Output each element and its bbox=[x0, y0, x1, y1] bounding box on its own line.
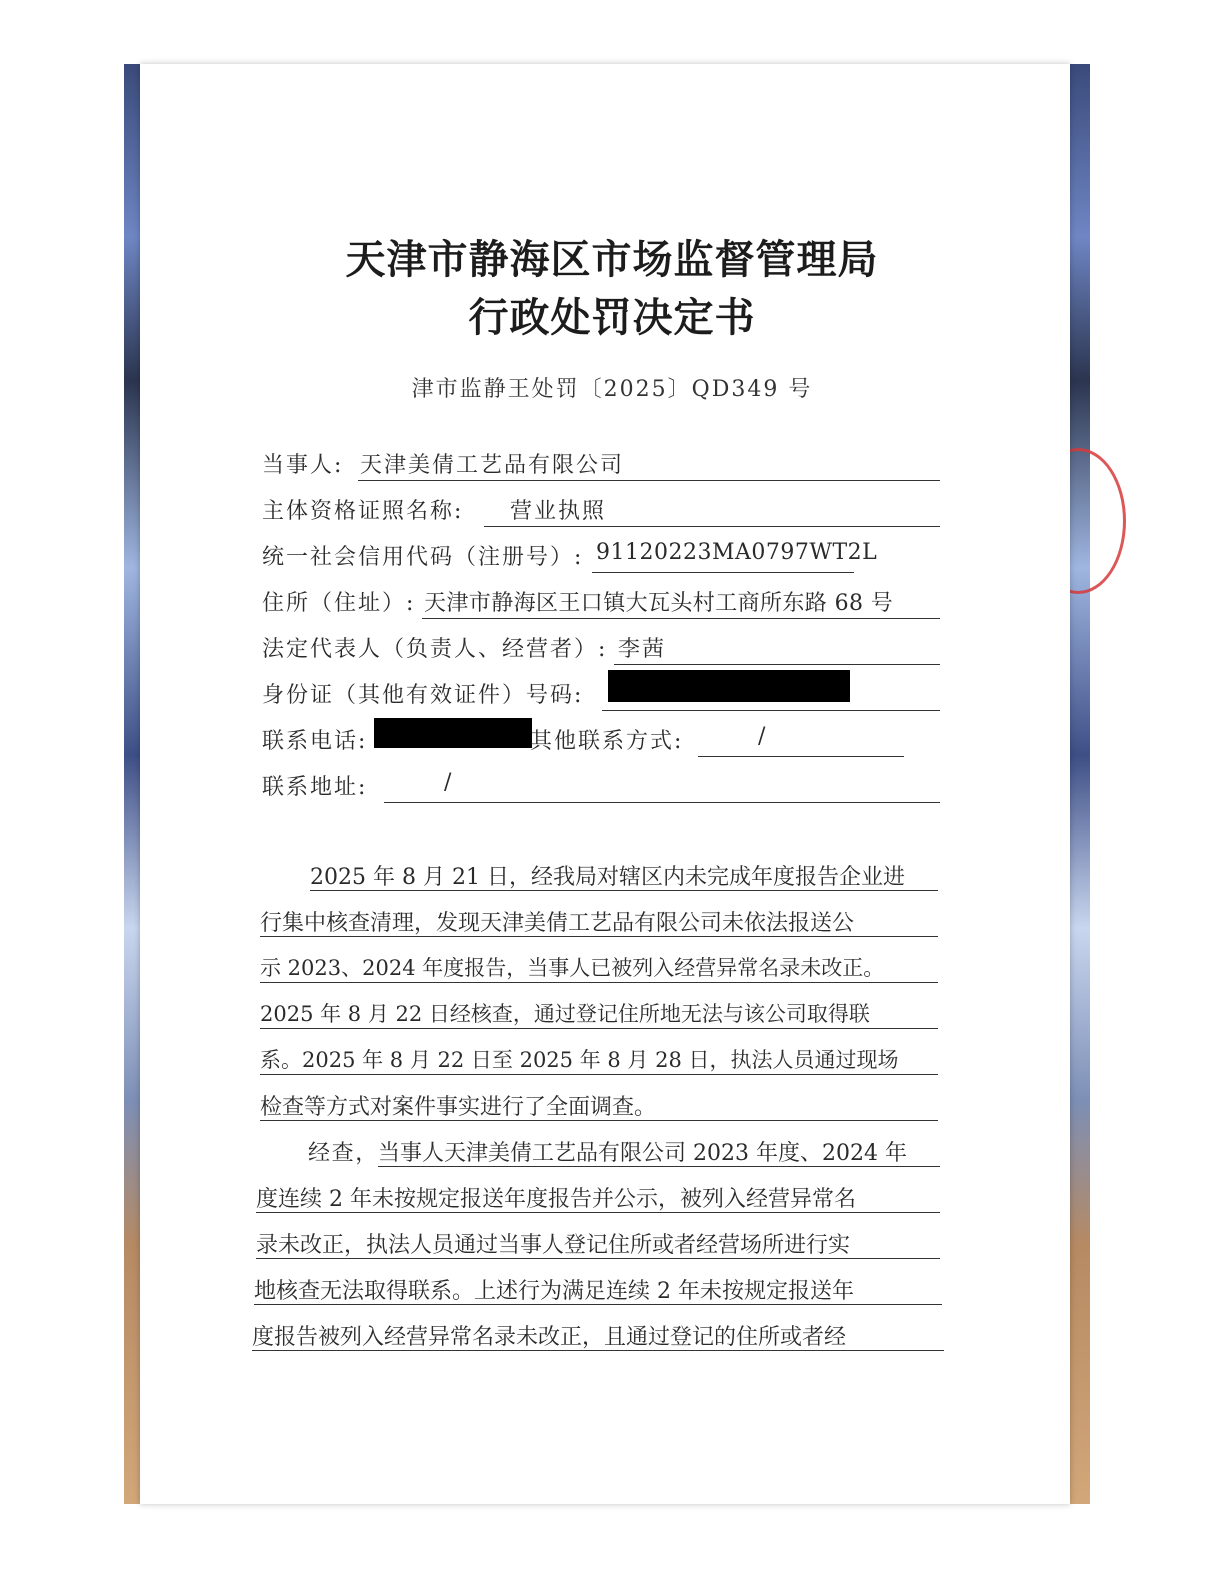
field-address bbox=[262, 586, 940, 620]
redaction-block bbox=[374, 718, 532, 748]
field-phone bbox=[262, 724, 904, 758]
field-value-line bbox=[698, 724, 904, 757]
field-label: 住所（住址）: bbox=[262, 591, 416, 616]
redaction-block bbox=[608, 670, 850, 702]
paragraph-line: 行集中核查清理，发现天津美倩工艺品有限公司未依法报送公 bbox=[260, 906, 938, 937]
legal-representative-name: 李茜 bbox=[618, 637, 667, 662]
document-number: 津市监静王处罚〔2025〕QD349 号 bbox=[411, 377, 813, 402]
document-subtitle: 行政处罚决定书 bbox=[468, 294, 756, 341]
other-contact-value: / bbox=[758, 724, 768, 749]
credit-code: 91120223MA0797WT2L bbox=[596, 540, 878, 565]
paragraph-lead: 经查， bbox=[308, 1141, 379, 1166]
paragraph-line: 示 2023、2024 年度报告，当事人已被列入经营异常名录未改正。 bbox=[260, 952, 938, 983]
paragraph-line: 2025 年 8 月 22 日经核查，通过登记住所地无法与该公司取得联 bbox=[260, 998, 938, 1029]
license-name: 营业执照 bbox=[510, 499, 607, 524]
field-value-line bbox=[614, 632, 940, 665]
document-title: 天津市静海区市场监督管理局 bbox=[345, 236, 879, 283]
paragraph-line: 2025 年 8 月 21 日，经我局对辖区内未完成年度报告企业进 bbox=[310, 860, 938, 891]
field-label: 主体资格证照名称: bbox=[262, 499, 464, 524]
field-license bbox=[262, 494, 940, 528]
field-label: 联系电话: bbox=[262, 729, 368, 754]
party-name: 天津美倩工艺品有限公司 bbox=[360, 453, 625, 478]
paragraph-line: 系。2025 年 8 月 22 日至 2025 年 8 月 28 日，执法人员通过现场 bbox=[260, 1044, 938, 1075]
field-label: 统一社会信用代码（注册号）: bbox=[262, 545, 584, 570]
field-value-line bbox=[384, 770, 940, 803]
paragraph-line: 录未改正，执法人员通过当事人登记住所或者经营场所进行实 bbox=[256, 1228, 940, 1259]
paragraph-line: 度报告被列入经营异常名录未改正，且通过登记的住所或者经 bbox=[252, 1320, 944, 1351]
field-value-line bbox=[592, 540, 878, 573]
field-value-line bbox=[422, 586, 940, 619]
field-label: 联系地址: bbox=[262, 775, 368, 800]
paragraph-line: 地核查无法取得联系。上述行为满足连续 2 年未按规定报送年 bbox=[254, 1274, 942, 1305]
field-credit-code bbox=[262, 540, 882, 574]
field-label: 法定代表人（负责人、经营者）: bbox=[262, 637, 608, 662]
contact-address-value: / bbox=[444, 770, 454, 795]
field-party bbox=[262, 448, 940, 482]
paragraph-line: 检查等方式对案件事实进行了全面调查。 bbox=[260, 1090, 938, 1121]
paragraph-line: 度连续 2 年未按规定报送年度报告并公示，被列入经营异常名 bbox=[256, 1182, 940, 1213]
field-label: 身份证（其他有效证件）号码: bbox=[262, 683, 584, 708]
field-label: 当事人: bbox=[262, 453, 344, 478]
address-value: 天津市静海区王口镇大瓦头村工商所东路 68 号 bbox=[424, 591, 894, 616]
field-contact-address bbox=[262, 770, 940, 804]
field-label: 其他联系方式: bbox=[530, 729, 684, 754]
field-value-line bbox=[484, 494, 940, 527]
field-id-number bbox=[262, 678, 940, 712]
field-legal-representative bbox=[262, 632, 940, 666]
field-value-line bbox=[358, 448, 940, 481]
paragraph-line: 当事人天津美倩工艺品有限公司 2023 年度、2024 年 bbox=[378, 1136, 940, 1167]
